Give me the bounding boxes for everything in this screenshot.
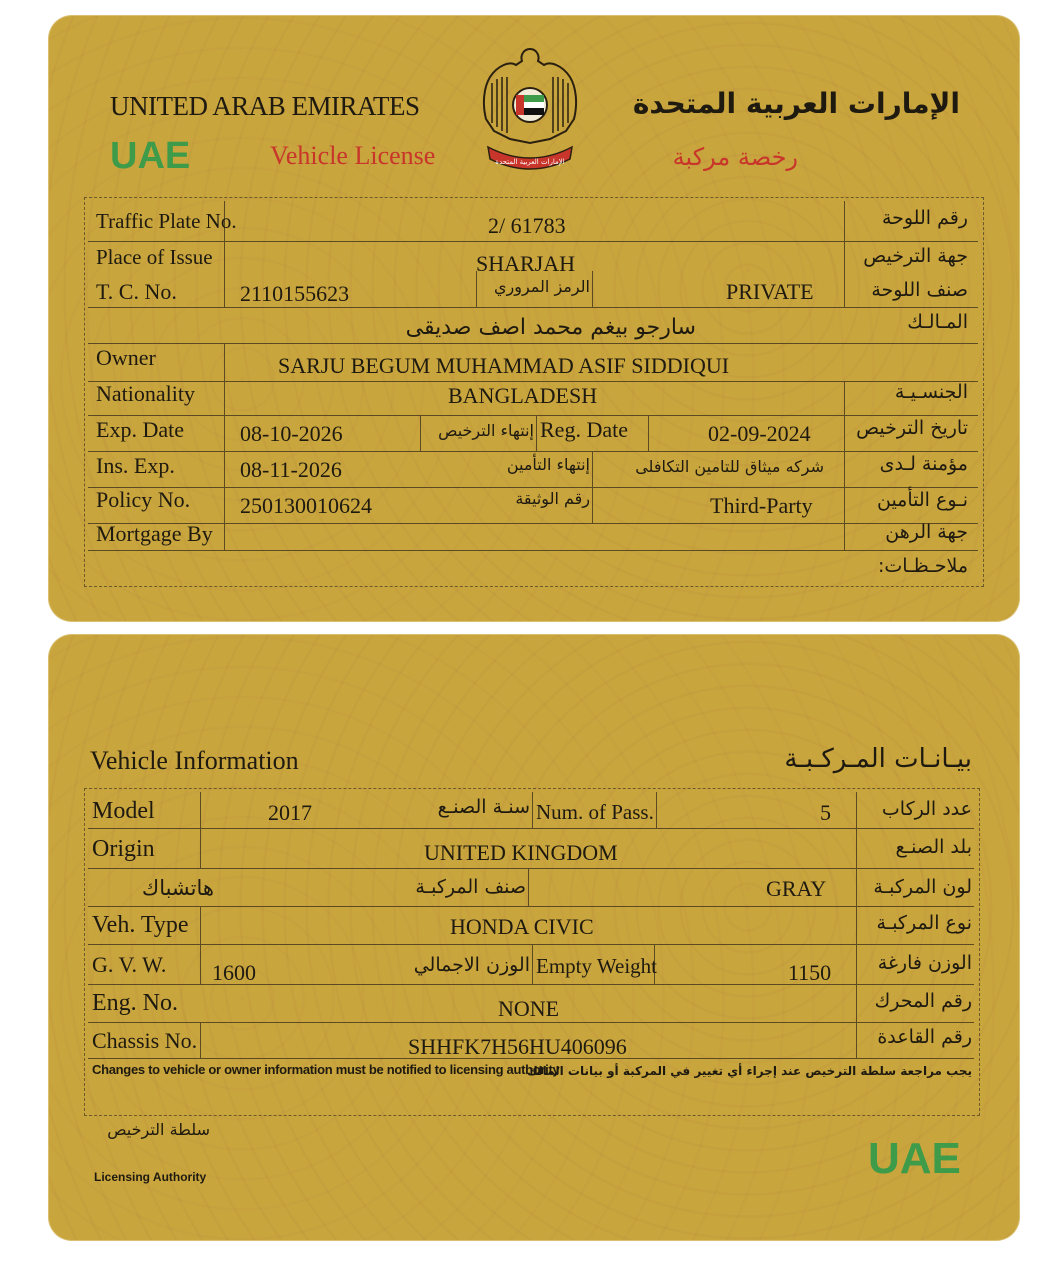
origin-value: UNITED KINGDOM xyxy=(424,840,618,865)
col-divider xyxy=(532,792,533,828)
col-divider xyxy=(200,906,201,944)
passengers-label-ar: عدد الركاب xyxy=(881,798,972,820)
licensing-authority-en: Licensing Authority xyxy=(94,1170,207,1184)
country-name-en: UNITED ARAB EMIRATES xyxy=(110,91,420,121)
place-of-issue-label: Place of Issue xyxy=(96,245,213,269)
engine-number-label: Eng. No. xyxy=(92,990,178,1016)
owner-name-ar: سارجو بيغم محمد اصف صديقى xyxy=(405,315,696,340)
passengers-label: Num. of Pass. xyxy=(536,800,654,824)
row-divider xyxy=(88,1022,974,1023)
col-divider xyxy=(592,271,593,307)
col-divider xyxy=(420,415,421,451)
tc-number-value: 2110155623 xyxy=(240,281,350,306)
tc-number-label-ar: الرمز المروري xyxy=(493,277,590,296)
country-name-ar: الإمارات العربية المتحدة xyxy=(632,87,960,120)
origin-label: Origin xyxy=(92,836,155,862)
reg-date-label-ar: تاريخ الترخيص xyxy=(856,417,968,439)
model-label: Model xyxy=(92,798,155,824)
exp-date-label: Exp. Date xyxy=(96,417,184,442)
owner-label-ar: المـالـك xyxy=(907,311,968,333)
insurer-label-ar: مؤمنة لـدى xyxy=(879,453,968,475)
col-divider xyxy=(200,1022,201,1058)
col-divider xyxy=(200,944,201,984)
empty-weight-label: Empty Weight xyxy=(536,954,657,978)
col-divider xyxy=(656,792,657,828)
uae-logo: UAE xyxy=(110,135,191,177)
col-divider xyxy=(528,868,529,906)
licensing-authority-ar: سلطة الترخيص xyxy=(107,1120,210,1139)
exp-date-label-ar: إنتهاء الترخيص xyxy=(438,421,534,440)
empty-weight-label-ar: الوزن فارغة xyxy=(877,952,972,974)
gvw-label: G. V. W. xyxy=(92,952,167,977)
reg-date-value: 02-09-2024 xyxy=(708,421,811,446)
nationality-label-ar: الجنسـيـة xyxy=(894,381,968,403)
chassis-number-label: Chassis No. xyxy=(92,1028,198,1053)
license-front-card xyxy=(48,15,1020,622)
row-divider xyxy=(88,944,974,945)
notice-en: Changes to vehicle or owner information must be notified to licensing authority xyxy=(92,1062,560,1077)
engine-number-value: NONE xyxy=(498,996,560,1021)
traffic-plate-label-ar: رقم اللوحة xyxy=(881,207,968,229)
origin-label-ar: بلد الصنـع xyxy=(895,836,972,858)
color-value: GRAY xyxy=(766,876,827,901)
owner-name-value: SARJU BEGUM MUHAMMAD ASIF SIDDIQUI xyxy=(278,353,730,378)
exp-date-value: 08-10-2026 xyxy=(240,421,343,446)
vehicle-class-label-ar: صنف المركبـة xyxy=(415,876,526,898)
row-divider xyxy=(88,828,974,829)
mortgage-label: Mortgage By xyxy=(96,521,213,546)
empty-weight-value: 1150 xyxy=(788,960,832,985)
ins-exp-value: 08-11-2026 xyxy=(240,457,342,482)
engine-number-label-ar: رقم المحرك xyxy=(874,990,972,1012)
color-label-ar: لون المركبـة xyxy=(873,876,972,898)
vehicle-info-title-en: Vehicle Information xyxy=(90,746,299,775)
license-back-card xyxy=(48,634,1020,1241)
col-divider xyxy=(536,415,537,451)
plate-class-value: PRIVATE xyxy=(726,279,814,304)
owner-label: Owner xyxy=(96,345,156,370)
policy-number-label-ar: رقم الوثيقة xyxy=(515,489,590,508)
col-divider xyxy=(592,451,593,523)
notice-ar: يجب مراجعة سلطة الترخيص عند إجراء أي تغيير في المركبة أو بيانات المالك xyxy=(526,1064,972,1078)
gvw-label-ar: الوزن الاجمالي xyxy=(413,954,530,976)
traffic-plate-value: 2/ 61783 xyxy=(488,213,566,238)
insurance-type-value: Third-Party xyxy=(710,493,813,518)
col-divider xyxy=(844,381,845,550)
reg-date-label: Reg. Date xyxy=(540,417,628,442)
row-divider xyxy=(88,307,978,308)
uae-logo-back: UAE xyxy=(868,1134,961,1183)
vehicle-license-title-ar: رخصة مركبة xyxy=(672,143,798,171)
traffic-plate-label: Traffic Plate No. xyxy=(96,209,237,233)
model-value: 2017 xyxy=(268,800,312,825)
tc-number-label: T. C. No. xyxy=(96,279,177,304)
policy-number-label: Policy No. xyxy=(96,487,191,512)
vehicle-type-label-ar: نوع المركبـة xyxy=(876,912,972,934)
vehicle-type-value: HONDA CIVIC xyxy=(450,914,594,939)
col-divider xyxy=(224,343,225,550)
col-divider xyxy=(856,792,857,1058)
chassis-number-label-ar: رقم القاعدة xyxy=(877,1026,972,1048)
vehicle-license-title-en: Vehicle License xyxy=(270,141,436,170)
row-divider xyxy=(88,550,978,551)
model-label-ar: سنـة الصنـع xyxy=(437,796,530,818)
emblem-ribbon-text: الإمارات العربية المتحدة xyxy=(495,158,565,166)
place-of-issue-label-ar: جهة الترخيص xyxy=(863,245,968,267)
chassis-number-value: SHHFK7H56HU406096 xyxy=(408,1034,627,1059)
plate-class-label-ar: صنف اللوحة xyxy=(871,279,968,301)
ins-exp-label: Ins. Exp. xyxy=(96,453,175,478)
uae-emblem-icon xyxy=(480,43,580,183)
insurer-value-ar: شركه ميثاق للتامين التكافلى xyxy=(635,457,824,476)
row-divider xyxy=(88,868,974,869)
remarks-label-ar: ملاحـظـات: xyxy=(877,555,968,577)
vehicle-type-label: Veh. Type xyxy=(92,912,189,938)
gvw-value: 1600 xyxy=(212,960,256,985)
vehicle-info-title-ar: بيـانـات المـركـبـة xyxy=(784,744,972,774)
nationality-value: BANGLADESH xyxy=(448,383,598,408)
vehicle-class-value-ar: هاتشباك xyxy=(141,876,214,900)
row-divider xyxy=(88,343,978,344)
col-divider xyxy=(200,792,201,868)
mortgage-label-ar: جهة الرهن xyxy=(885,521,968,543)
col-divider xyxy=(844,201,845,307)
policy-number-value: 250130010624 xyxy=(240,493,372,518)
row-divider xyxy=(88,906,974,907)
passengers-value: 5 xyxy=(820,800,831,825)
nationality-label: Nationality xyxy=(96,381,195,406)
col-divider xyxy=(532,944,533,984)
col-divider xyxy=(648,415,649,451)
place-of-issue-value: SHARJAH xyxy=(476,251,576,276)
insurance-type-label-ar: نـوع التأمين xyxy=(876,489,968,511)
ins-exp-label-ar: إنتهاء التأمين xyxy=(506,455,590,474)
